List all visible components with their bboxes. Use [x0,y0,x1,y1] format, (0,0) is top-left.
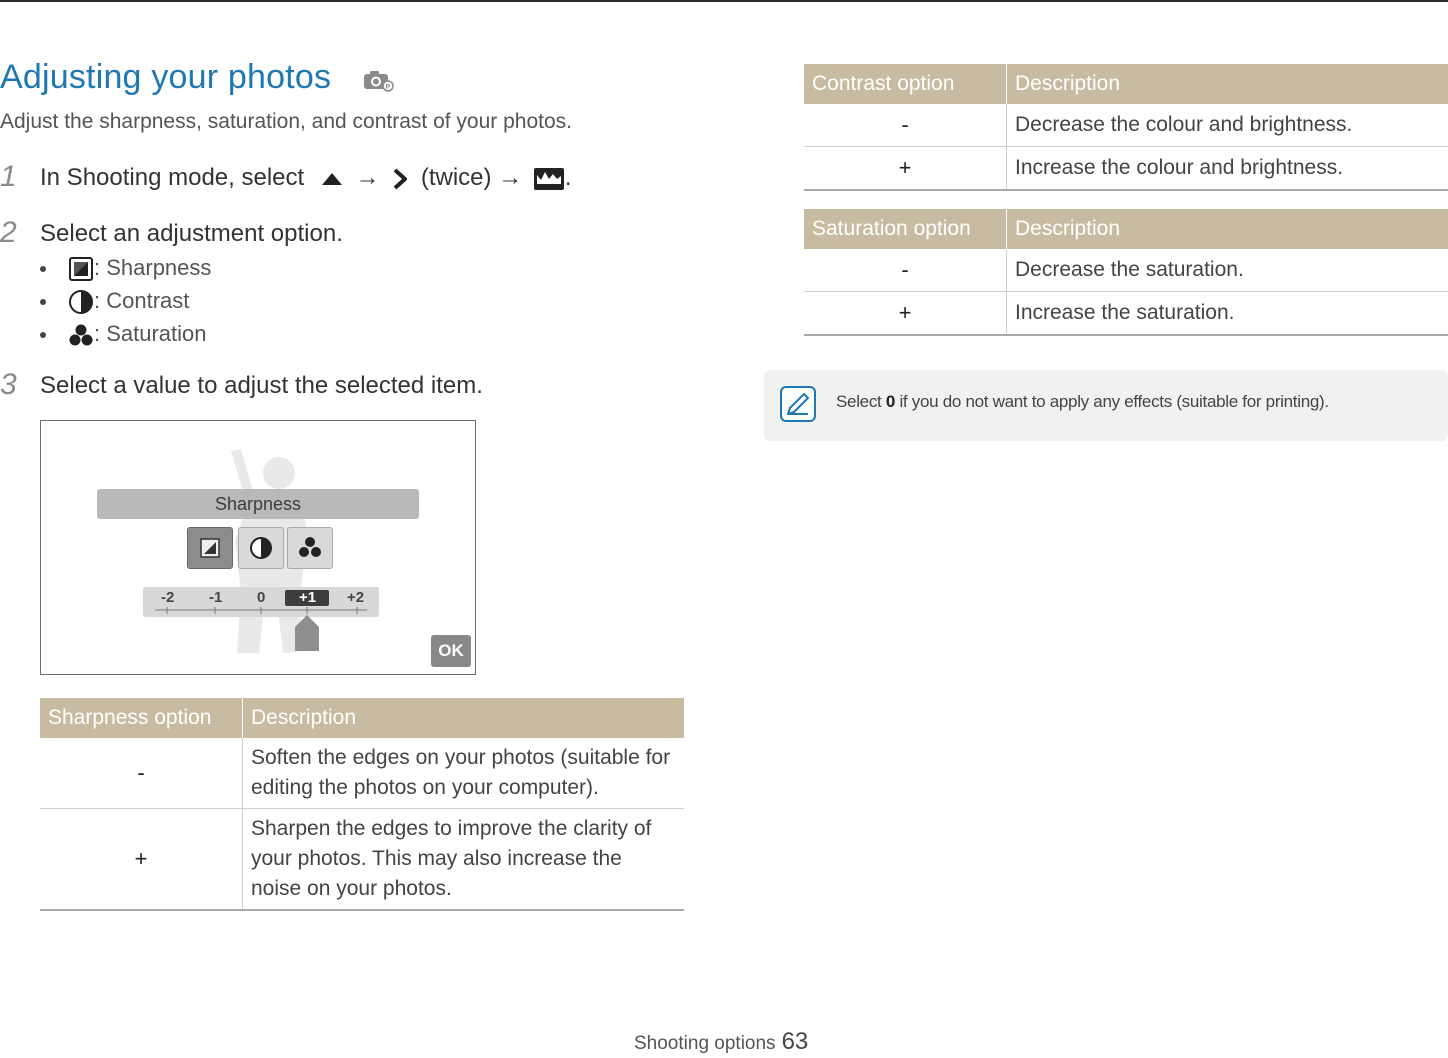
step-1-text [40,164,572,192]
scale-label-selected: +1 [299,589,317,606]
contrast-icon [68,289,94,315]
sharpness-icon [68,256,94,282]
note-pencil-icon [780,386,816,422]
note-pre: Select [836,392,886,411]
ok-button[interactable]: OK [431,635,471,667]
photo-adjust-icon [533,167,565,191]
table-row [40,738,684,809]
table-header: Description [243,698,685,738]
footer-section: Shooting options [634,1033,776,1054]
note-text [836,392,1329,412]
camera-mode-icon [362,68,394,92]
option-symbol: + [40,809,243,911]
saturation-icon [288,528,332,568]
top-rule [0,0,1448,2]
menu-up-icon [319,170,345,188]
camera-screen [40,420,476,675]
table-header: Description [1007,64,1448,104]
table-row [804,104,1448,147]
scale-label: -1 [209,589,223,606]
scale-label: 0 [257,589,266,606]
sharpness-table [40,698,684,911]
option-symbol: - [804,249,1007,292]
table-header-row [804,64,1448,104]
page-title: Adjusting your photos [0,58,332,96]
table-header-row [40,698,684,738]
bullet-dot [40,299,46,305]
step-1-pre: In Shooting mode, select [40,164,305,191]
contrast-table [804,64,1448,191]
contrast-option-button[interactable] [238,527,284,569]
table-row [804,292,1448,336]
arrow-icon: → [355,164,380,191]
sharpness-icon [188,528,232,568]
bullet-label: : Sharpness [94,255,212,280]
bullet-label: : Saturation [94,321,207,346]
note-bold: 0 [885,392,896,411]
step-2-text: Select an adjustment option. [40,220,343,247]
table-header-row [804,209,1448,249]
chevron-right-icon [390,167,410,191]
option-description: Decrease the saturation. [1007,249,1448,292]
arrow-icon: → [498,164,523,191]
option-description: Decrease the colour and brightness. [1007,104,1448,147]
option-description: Increase the saturation. [1007,292,1448,336]
note-post: if you do not want to apply any effects (suitable for printing). [895,392,1329,411]
bullet-contrast [40,288,189,315]
table-header: Sharpness option [40,698,243,738]
table-row [804,249,1448,292]
bullet-label: : Contrast [94,288,190,313]
step-1-end: . [564,164,572,191]
option-description: Sharpen the edges to improve the clarity of your photos. This may also increase the noise on your photos. [243,809,685,911]
sharpness-option-button[interactable] [187,527,233,569]
note-box [764,370,1448,441]
table-header: Description [1007,209,1448,249]
scale-label: -2 [161,589,175,606]
bullet-saturation [40,321,207,348]
bullet-dot [40,332,46,338]
contrast-icon [239,528,283,568]
page-number: 63 [781,1028,809,1055]
scale-slider-handle[interactable] [293,613,321,653]
scale-ticks [143,587,379,617]
step-1-mid: (twice) [420,164,492,191]
bullet-sharpness [40,255,211,282]
saturation-option-button[interactable] [287,527,333,569]
bullet-dot [40,266,46,272]
table-header: Contrast option [804,64,1007,104]
intro-text: Adjust the sharpness, saturation, and contrast of your photos. [0,110,573,133]
option-title-bar: Sharpness [97,489,419,519]
page-footer [634,1028,808,1056]
option-symbol: - [40,738,243,809]
step-number-1: 1 [0,160,17,193]
step-3-text: Select a value to adjust the selected item. [40,372,483,399]
option-symbol: - [804,104,1007,147]
table-header: Saturation option [804,209,1007,249]
option-symbol: + [804,292,1007,336]
table-row [40,809,684,911]
saturation-table [804,209,1448,336]
step-number-2: 2 [0,216,17,249]
saturation-icon [68,322,94,348]
step-number-3: 3 [0,368,17,401]
option-description: Increase the colour and brightness. [1007,147,1448,191]
scale-label: +2 [347,589,365,606]
svg-text:P: P [385,84,391,91]
option-symbol: + [804,147,1007,191]
option-description: Soften the edges on your photos (suitable for editing the photos on your computer). [243,738,685,809]
value-scale[interactable] [143,587,379,617]
table-row [804,147,1448,191]
